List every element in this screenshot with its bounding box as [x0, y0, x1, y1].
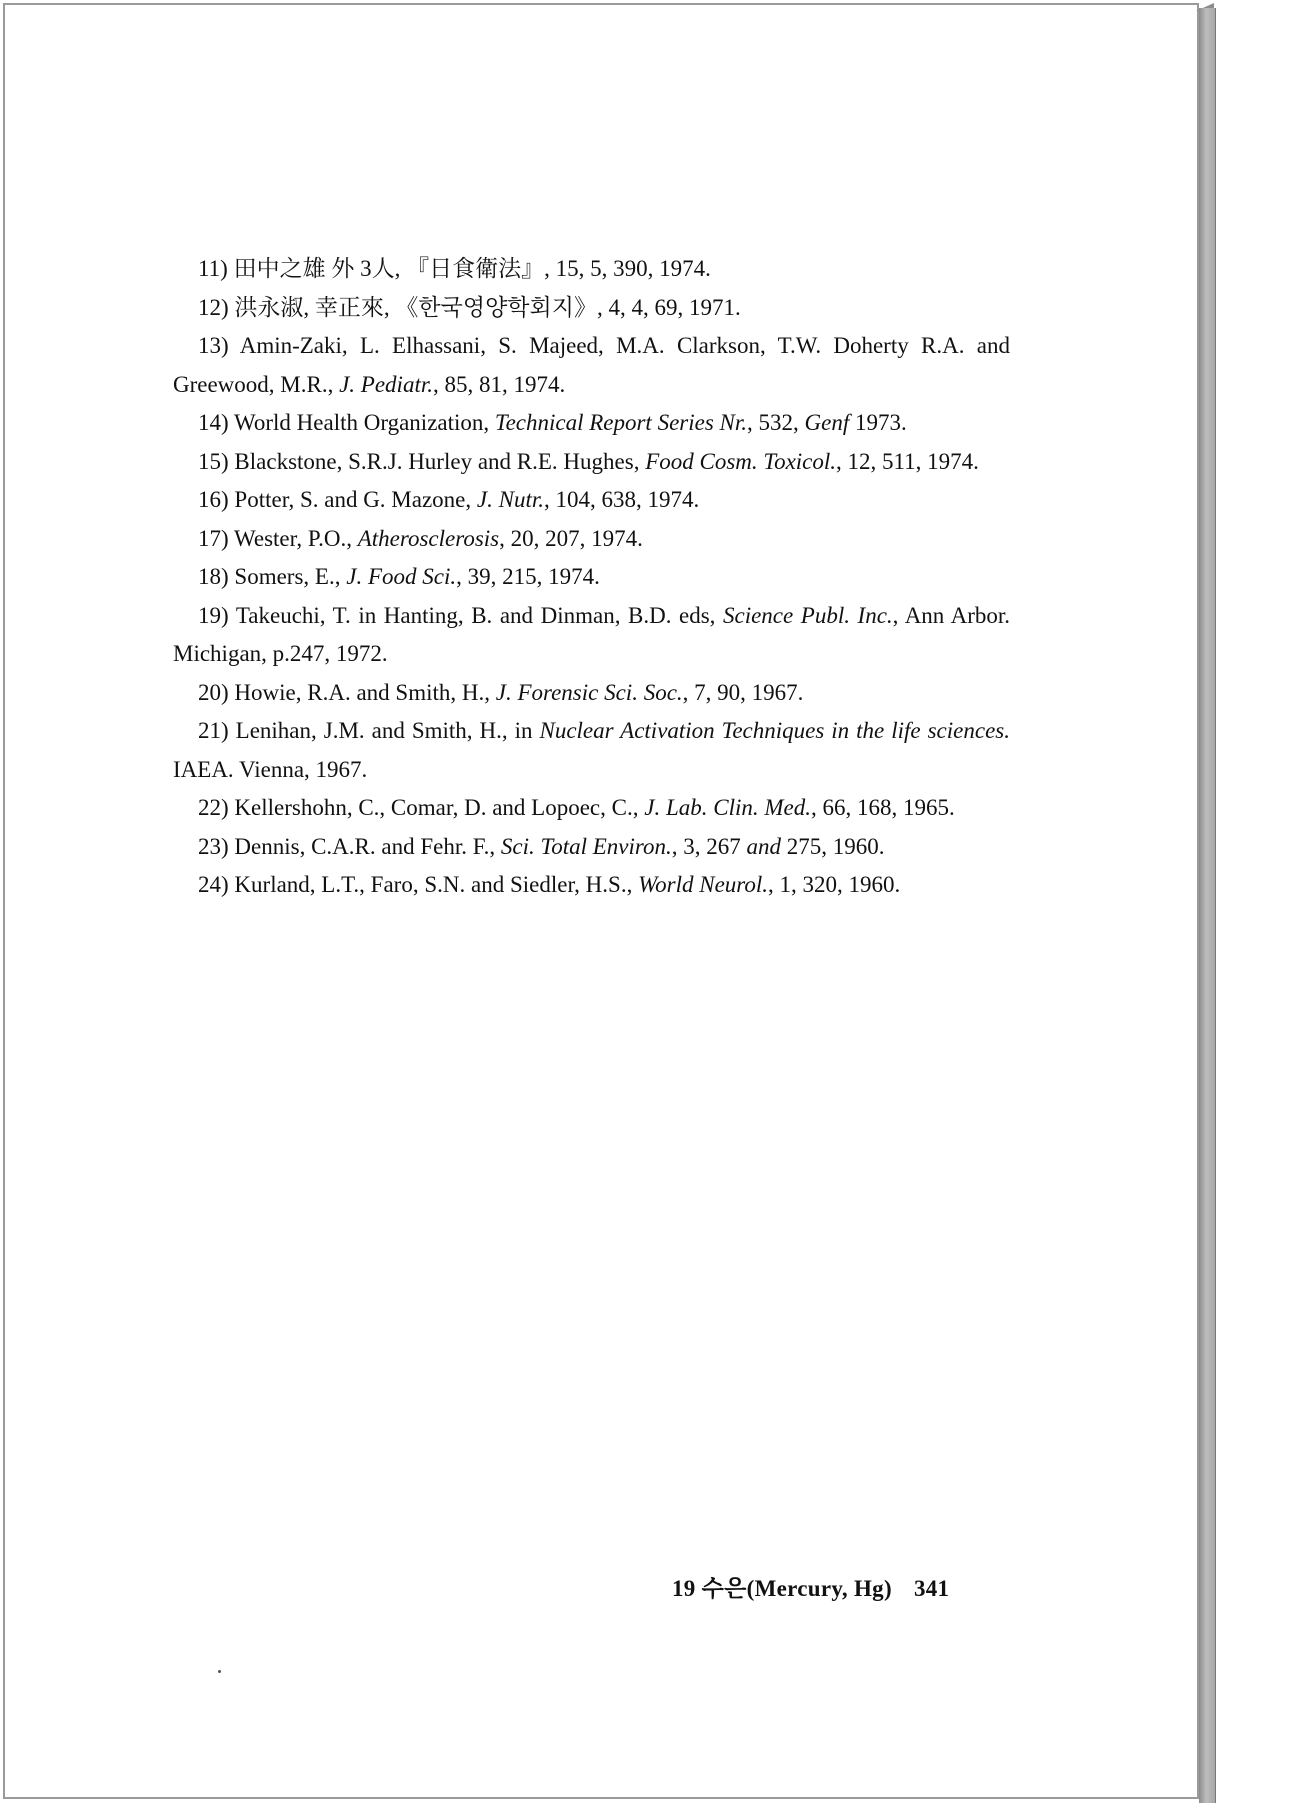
reference-item	[173, 404, 1010, 443]
reference-text: , 66, 168, 1965.	[810, 795, 955, 820]
reference-number: 15)	[198, 448, 229, 474]
reference-text: 田中之雄 外 3人, 『日食衛法』, 15, 5, 390, 1974.	[233, 256, 711, 281]
reference-title-italic: Food Cosm. Toxicol.	[645, 448, 837, 474]
reference-title-italic: J. Pediatr.	[339, 371, 433, 397]
reference-title-italic: Technical Report Series Nr.	[494, 410, 748, 435]
reference-text: Amin-Zaki, L. Elhassani, S. Majeed, M.A. Clarkson, T.W. Doherty R.A. and Greewood, M.R.,	[173, 333, 1010, 397]
reference-number: 23)	[198, 833, 229, 859]
reference-number: 24)	[198, 872, 229, 897]
reference-title-italic: and	[746, 833, 781, 859]
reference-text: Potter, S. and G. Mazone,	[234, 487, 477, 512]
reference-text: , 532,	[747, 410, 805, 435]
reference-text: , 1, 320, 1960.	[768, 872, 901, 897]
reference-number: 14)	[198, 410, 229, 435]
reference-number: 22)	[198, 795, 229, 820]
reference-title-italic: Genf	[804, 410, 850, 435]
reference-text: Kurland, L.T., Faro, S.N. and Siedler, H.S.,	[234, 872, 639, 897]
reference-number: 17)	[198, 525, 229, 551]
reference-text: , 85, 81, 1974.	[433, 371, 566, 397]
reference-title-italic: Nuclear Activation Techniques in the life sciences.	[539, 718, 1010, 743]
reference-text: , 7, 90, 1967.	[682, 679, 804, 705]
reference-number: 11)	[198, 256, 228, 281]
reference-text: , 20, 207, 1974.	[499, 525, 643, 551]
reference-text: Blackstone, S.R.J. Hurley and R.E. Hughes,	[234, 448, 646, 474]
reference-number: 12)	[198, 294, 229, 320]
reference-list	[173, 250, 1010, 905]
reference-text: , 39, 215, 1974.	[456, 564, 600, 589]
reference-text: , 12, 511, 1974.	[836, 448, 979, 474]
reference-title-italic: J. Food Sci.	[346, 564, 457, 589]
reference-item	[173, 520, 1010, 559]
reference-number: 19)	[198, 602, 229, 628]
reference-item	[173, 789, 1010, 828]
scan-speck	[218, 1670, 221, 1673]
reference-title-italic: J. Nutr.	[476, 487, 544, 512]
reference-item	[173, 828, 1010, 867]
reference-item	[173, 674, 1010, 713]
reference-number: 18)	[198, 564, 229, 589]
reference-title-italic: Science Publ. Inc.	[723, 602, 893, 628]
page-number: 341	[913, 1576, 950, 1601]
reference-text: Somers, E.,	[234, 564, 347, 589]
reference-number: 21)	[198, 718, 229, 743]
reference-text: Lenihan, J.M. and Smith, H., in	[235, 718, 540, 743]
reference-text: , Ann Arbor. Michigan, p.247, 1972.	[173, 602, 1011, 666]
running-footer-title: 19 수은(Mercury, Hg)	[672, 1576, 892, 1601]
reference-number: 13)	[198, 333, 229, 358]
reference-title-italic: Atherosclerosis	[357, 525, 500, 551]
reference-item	[173, 250, 1010, 289]
reference-item	[173, 327, 1010, 404]
reference-item	[173, 597, 1010, 674]
reference-text: 1973.	[849, 410, 907, 435]
reference-text: Howie, R.A. and Smith, H.,	[234, 679, 496, 705]
reference-text: Dennis, C.A.R. and Fehr. F.,	[234, 833, 501, 859]
reference-title-italic: J. Lab. Clin. Med.	[644, 795, 811, 820]
reference-title-italic: Sci. Total Environ.	[500, 833, 672, 859]
reference-text: , 104, 638, 1974.	[543, 487, 700, 512]
reference-item	[173, 712, 1010, 789]
page-footer	[672, 1570, 949, 1603]
reference-number: 16)	[198, 487, 229, 512]
reference-number: 20)	[198, 679, 229, 705]
reference-text: Kellershohn, C., Comar, D. and Lopoec, C.,	[234, 795, 645, 820]
reference-item	[173, 443, 1010, 482]
reference-title-italic: J. Forensic Sci. Soc.	[495, 679, 683, 705]
reference-text: 洪永淑, 幸正來, 《한국영양학회지》, 4, 4, 69, 1971.	[234, 294, 741, 320]
reference-item	[173, 558, 1010, 597]
reference-text: 275, 1960.	[780, 833, 885, 859]
page-edge-shadow	[1199, 8, 1216, 1803]
reference-item	[173, 866, 1010, 905]
reference-text: Wester, P.O.,	[234, 525, 358, 551]
reference-item	[173, 289, 1010, 328]
reference-item	[173, 481, 1010, 520]
reference-text: IAEA. Vienna, 1967.	[173, 756, 368, 782]
reference-text: Takeuchi, T. in Hanting, B. and Dinman, B.D. eds,	[235, 602, 723, 628]
reference-text: World Health Organization,	[234, 410, 495, 435]
reference-title-italic: World Neurol.	[638, 872, 769, 897]
reference-text: , 3, 267	[671, 833, 747, 859]
